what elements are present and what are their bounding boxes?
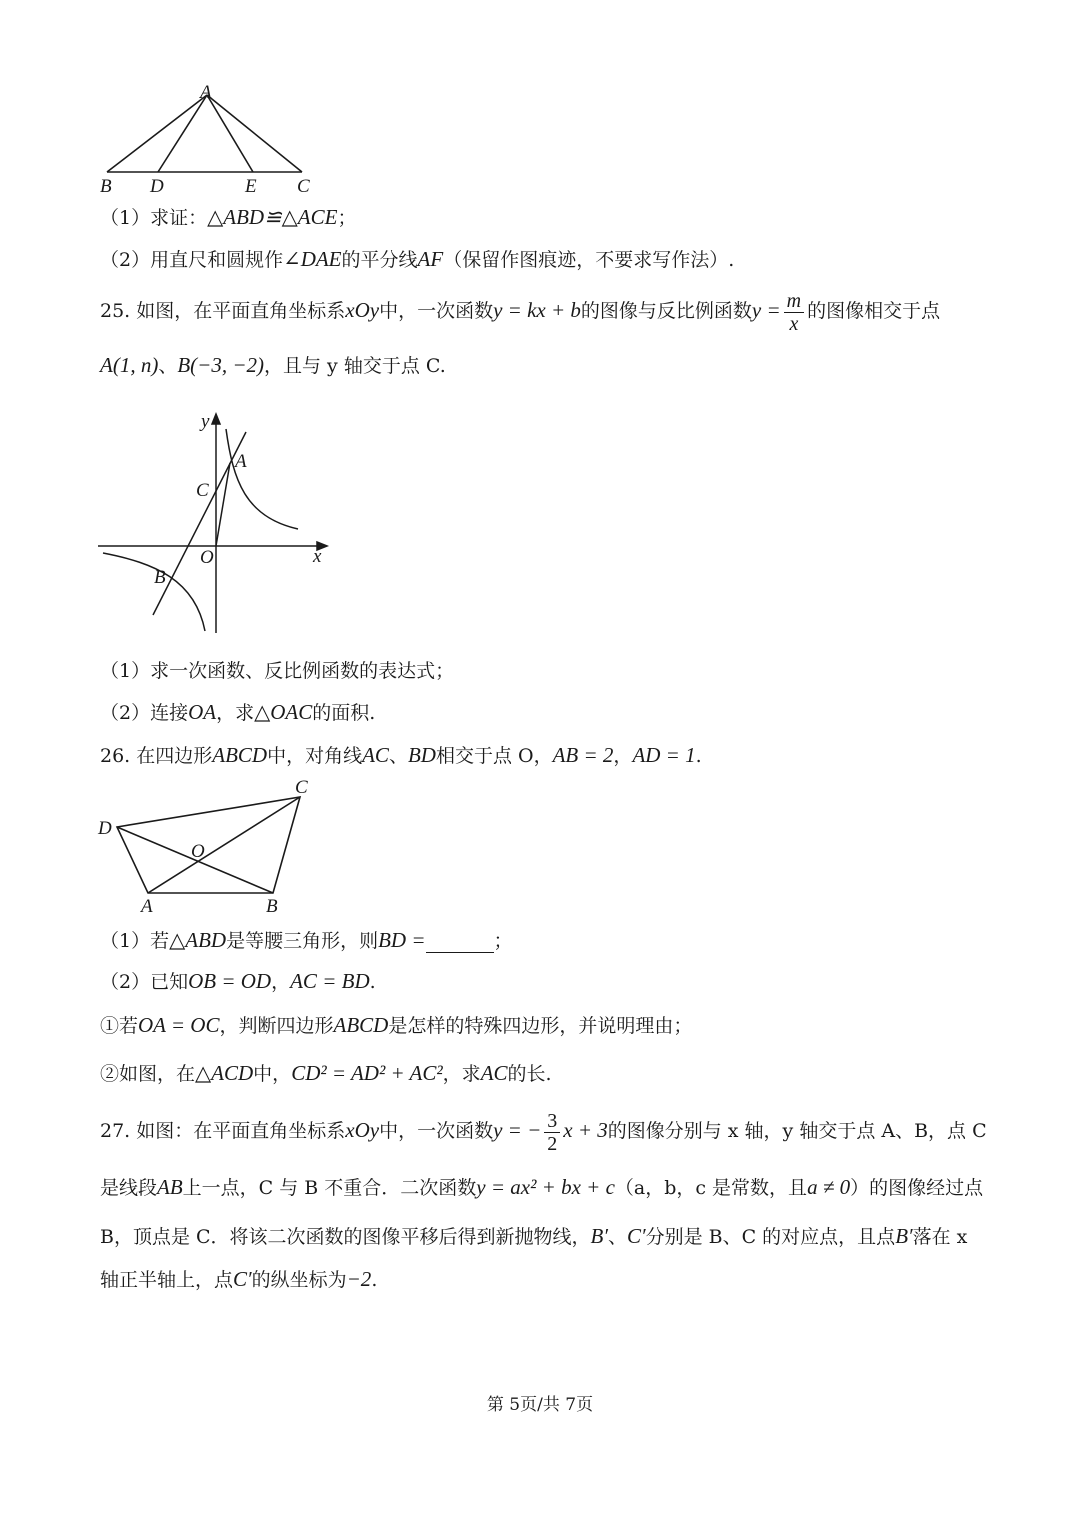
q24-p2-prefix: （2）用直尺和圆规作: [100, 249, 284, 271]
q26-s2-eq: CD² = AD² + AC²: [291, 1061, 443, 1085]
q26-part1: [100, 925, 513, 956]
q26-s1-suffix: 是怎样的特殊四边形，并说明理由；: [388, 1015, 693, 1037]
q26-s2-suffix: 的长.: [507, 1063, 552, 1085]
figure-coordinate-graph: [95, 405, 345, 640]
label-o: O: [191, 841, 205, 862]
q26-p1-prefix: （1）若: [100, 930, 170, 952]
q27-fraction: [544, 1110, 560, 1155]
q25-point-b: B(−3, −2): [177, 353, 264, 377]
q27-l2-post: ）的图像经过点: [850, 1177, 984, 1199]
q27-l4-end: .: [371, 1269, 378, 1291]
q26-p2-comma: ，: [271, 971, 291, 993]
q25-p2-tri: △OAC: [254, 700, 313, 724]
label-e: E: [245, 176, 257, 197]
q27-l4-mid: 的纵坐标为: [251, 1269, 347, 1291]
q26-sub2: [100, 1058, 552, 1089]
q27-l2-cond: a ≠ 0: [807, 1175, 851, 1199]
q25-l1-xoy: xOy: [345, 298, 380, 322]
q26-s1-e1: OA = OC: [138, 1013, 220, 1037]
q27-l4-cp: C′: [233, 1267, 252, 1291]
q26-l1-ad: AD = 1: [632, 743, 696, 767]
q27-l3-bp2: B′: [895, 1224, 913, 1248]
y-axis-arrow: [212, 414, 220, 424]
answer-blank[interactable]: [426, 932, 494, 953]
q27-l2-eq: y = ax² + bx + c: [476, 1175, 615, 1199]
q25-part2: [100, 697, 375, 728]
q27-l3-pre: B，顶点是 C．将该二次函数的图像平移后得到新抛物线，: [100, 1226, 591, 1248]
label-a: A: [141, 896, 153, 917]
q24-part2: [100, 244, 734, 275]
q25-p2-suffix: 的面积.: [312, 702, 376, 724]
q26-l1-comma: ，: [613, 745, 633, 767]
label-y: y: [201, 411, 210, 432]
q27-line4: [100, 1264, 377, 1295]
q25-line1: [100, 287, 940, 335]
q27-l1-xoy: xOy: [345, 1118, 380, 1142]
segment-oa: [216, 463, 230, 546]
label-c: C: [295, 777, 308, 798]
q26-p2-e1: OB = OD: [188, 969, 272, 993]
q24-p1-prefix: （1）求证：: [100, 207, 208, 229]
q26-s2-tri: △ACD: [195, 1061, 254, 1085]
segment-ab: [107, 95, 207, 172]
q25-frac-num: m: [784, 290, 804, 313]
q26-s2-ac: AC: [480, 1061, 508, 1085]
page-footer: 第 5页/共 7页: [486, 1395, 594, 1415]
label-a: A: [235, 451, 247, 472]
figure-triangle-abc: [95, 80, 325, 200]
q26-p1-bd: BD =: [378, 928, 426, 952]
q26-s1-mid: ，判断四边形: [219, 1015, 334, 1037]
q25-p2-expr: OA: [188, 700, 217, 724]
q27-l3-mid: 分别是 B、C 的对应点，且点: [645, 1226, 896, 1248]
label-a: A: [200, 82, 212, 103]
q26-l1-bd: BD: [407, 743, 436, 767]
q27-l3-post: 落在 x: [912, 1226, 968, 1248]
q27-l2-ab: AB: [157, 1175, 183, 1199]
q25-l1-pre: 25. 如图，在平面直角坐标系: [100, 300, 346, 322]
q25-p2-mid: ，求: [216, 702, 255, 724]
q27-l1-pre: 27. 如图：在平面直角坐标系: [100, 1120, 346, 1142]
q25-l1-mid: 中，一次函数: [379, 300, 494, 322]
q27-frac-den: 2: [547, 1132, 558, 1155]
q24-part1: [100, 202, 357, 233]
label-b: B: [154, 567, 166, 588]
hyperbola-branch-right: [226, 429, 298, 529]
q26-p1-suffix: ；: [493, 930, 513, 952]
q25-l2-sep: 、: [158, 355, 178, 377]
label-c: C: [196, 480, 209, 501]
label-b: B: [100, 176, 112, 197]
segment-ad: [158, 95, 207, 172]
q25-part1: [100, 656, 454, 686]
q26-s2-prefix: ②如图，在: [100, 1063, 196, 1085]
q25-frac-den: x: [789, 312, 799, 335]
q26-p2-end: .: [369, 971, 376, 993]
q26-s1-prefix: ①若: [100, 1015, 139, 1037]
q26-l1-mid: 中，对角线: [267, 745, 363, 767]
q26-p1-tri: △ABD: [169, 928, 227, 952]
q26-l1-ab: AB = 2: [552, 743, 614, 767]
q27-line2: [100, 1172, 983, 1203]
q27-l1-eq-lhs: y = −: [493, 1118, 542, 1142]
q26-s2-mid: 中，: [253, 1063, 292, 1085]
q25-p2-prefix: （2）连接: [100, 702, 189, 724]
q25-l1-post: 的图像相交于点: [807, 300, 941, 322]
q24-p1-suffix: ；: [337, 207, 357, 229]
q27-l2-mid2: （a，b，c 是常数，且: [614, 1177, 808, 1199]
q26-l1-mid2: 相交于点 O，: [435, 745, 553, 767]
figure-quadrilateral-abcd: [95, 772, 335, 917]
q26-p1-mid: 是等腰三角形，则: [226, 930, 379, 952]
q25-l1-eq2: y =: [751, 298, 781, 322]
label-c: C: [297, 176, 310, 197]
q24-p2-suffix: （保留作图痕迹，不要求写作法）.: [443, 249, 735, 271]
label-b: B: [266, 896, 278, 917]
q27-line3: [100, 1221, 967, 1252]
q27-l1-mid: 中，一次函数: [379, 1120, 494, 1142]
line-kx-b: [153, 432, 246, 615]
quadrilateral-outline: [117, 797, 300, 893]
q27-l3-sep: 、: [607, 1226, 627, 1248]
q26-s1-quad: ABCD: [333, 1013, 389, 1037]
q24-p1-expr: △ABD≌△ACE: [207, 205, 338, 229]
q27-l2-mid: 上一点，C 与 B 不重合．二次函数: [182, 1177, 477, 1199]
q26-l1-pre: 26. 在四边形: [100, 745, 213, 767]
q27-frac-num: 3: [544, 1110, 560, 1133]
q26-p2-prefix: （2）已知: [100, 971, 189, 993]
label-d: D: [98, 818, 112, 839]
q26-part2: [100, 966, 376, 997]
q25-l1-eq1: y = kx + b: [493, 298, 581, 322]
q25-p1-text: （1）求一次函数、反比例函数的表达式；: [100, 660, 455, 682]
label-o: O: [200, 547, 214, 568]
q27-l1-post: 的图像分别与 x 轴，y 轴交于点 A、B，点 C: [607, 1120, 987, 1142]
q27-l3-cp: C′: [626, 1224, 646, 1248]
label-d: D: [150, 176, 164, 197]
q27-l4-pre: 轴正半轴上，点: [100, 1269, 234, 1291]
q27-l2-pre: 是线段: [100, 1177, 158, 1199]
segment-ac: [207, 95, 302, 172]
q24-p2-expr2: AF: [417, 247, 444, 271]
q26-l1-sep: 、: [388, 745, 408, 767]
q25-l2-post: ，且与 y 轴交于点 C.: [264, 355, 446, 377]
q27-line1: [100, 1107, 987, 1155]
q27-l4-val: −2: [346, 1267, 372, 1291]
q25-line2: [100, 350, 446, 381]
q25-fraction: [784, 290, 804, 335]
q25-l1-mid2: 的图像与反比例函数: [580, 300, 752, 322]
segment-ae: [207, 95, 253, 172]
q27-l3-bp: B′: [590, 1224, 608, 1248]
hyperbola-branch-left: [103, 553, 205, 631]
q26-sub1: [100, 1010, 692, 1041]
q25-point-a: A(1, n): [100, 353, 159, 377]
q26-p2-e2: AC = BD: [290, 969, 370, 993]
q26-line1: [100, 740, 702, 771]
label-x: x: [313, 546, 322, 567]
q27-l1-eq-rhs: x + 3: [563, 1118, 608, 1142]
q26-l1-end: .: [695, 745, 702, 767]
q24-p2-middle: 的平分线: [341, 249, 418, 271]
q24-p2-expr: ∠DAE: [283, 247, 342, 271]
q26-s2-mid2: ，求: [442, 1063, 481, 1085]
q26-l1-ac: AC: [362, 743, 389, 767]
q26-l1-quad: ABCD: [212, 743, 268, 767]
